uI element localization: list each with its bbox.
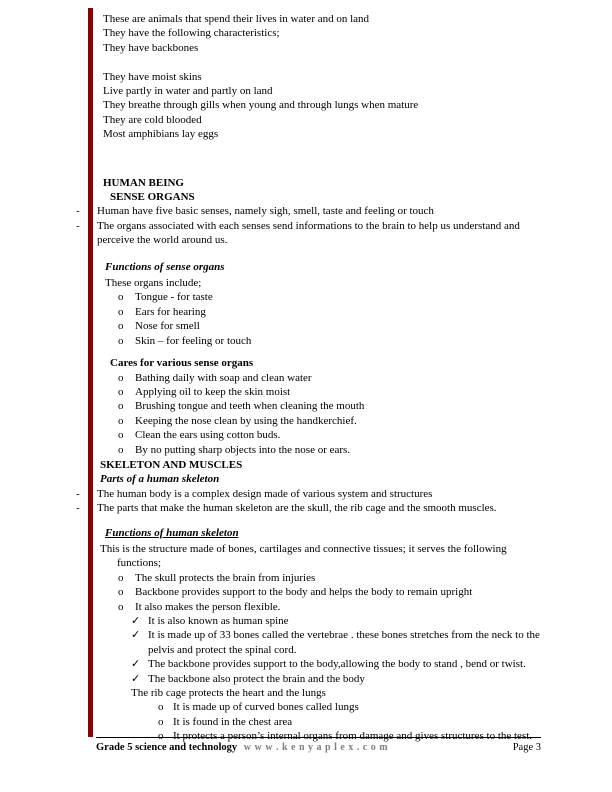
circle-bullet-marker: o — [118, 600, 124, 613]
list-item-text: Tongue - for taste — [135, 291, 213, 304]
list-item-text: Applying oil to keep the skin moist — [135, 385, 291, 398]
text-line: They have moist skins — [103, 70, 202, 83]
list-item-text: Clean the ears using cotton buds. — [135, 429, 281, 442]
list-item-text: Bathing daily with soap and clean water — [135, 371, 312, 384]
check-marker: ✓ — [131, 615, 141, 628]
text-line: They have the following characteristics; — [103, 27, 280, 40]
list-item-text: It protects a person’s internal organs from damage and gives structures to the test. — [173, 730, 533, 743]
page-footer — [96, 737, 541, 755]
list-item — [118, 414, 542, 428]
list-item-text: Human have five basic senses, namely sigh, smell, taste and feeling or touch — [97, 205, 434, 218]
text-line: They are cold blooded — [103, 113, 202, 126]
text-line: They breathe through gills when young and through lungs when mature — [103, 99, 419, 112]
circle-bullet-marker: o — [118, 429, 124, 442]
list-item — [76, 487, 542, 501]
footer-left — [96, 741, 388, 755]
list-item-text: It also makes the person flexible. — [135, 600, 281, 613]
list-item-text: By no putting sharp objects into the nose or ears. — [135, 443, 351, 456]
ribcage-lead: The rib cage protects the heart and the lungs — [131, 687, 326, 700]
text-line: These are animals that spend their lives in water and on land — [103, 13, 370, 25]
sense-organ-list — [118, 290, 542, 348]
list-item — [76, 204, 542, 218]
list-item-text: Skin – for feeling or touch — [135, 334, 252, 347]
list-item-text: It is also known as human spine — [148, 615, 289, 628]
list-item-text: The skull protects the brain from injuries — [135, 571, 316, 584]
circle-bullet-marker: o — [158, 701, 164, 714]
page-content — [76, 12, 542, 744]
functions-skeleton-lead: This is the structure made of bones, cartilages and connective tissues; it serves the following functions; — [100, 542, 507, 570]
circle-bullet-marker: o — [118, 320, 124, 333]
list-item — [158, 700, 542, 714]
check-marker: ✓ — [131, 629, 141, 642]
list-item-text: Brushing tongue and teeth when cleaning the mouth — [135, 400, 365, 413]
sense-dash-list — [76, 204, 542, 247]
text-line: They have backbones — [103, 41, 199, 54]
dash-marker: - — [76, 487, 80, 500]
circle-bullet-marker: o — [118, 305, 124, 318]
circle-bullet-marker: o — [118, 371, 124, 384]
list-item-text: Ears for hearing — [135, 305, 206, 318]
heading-human-being: HUMAN BEING — [103, 176, 184, 189]
list-item-text: Nose for smell — [135, 320, 200, 333]
list-item — [76, 501, 542, 515]
footer-course-title: Grade 5 science and technology — [96, 742, 238, 753]
list-item-text: The backbone provides support to the body,allowing the body to stand , bend or twist. — [148, 658, 526, 671]
list-item — [158, 715, 542, 729]
heading-cares-sense-organs: Cares for various sense organs — [110, 357, 254, 370]
list-item — [118, 428, 542, 442]
list-item — [131, 628, 542, 657]
list-item — [118, 385, 542, 399]
list-item — [131, 614, 542, 628]
left-margin-bar — [88, 8, 93, 737]
circle-bullet-marker: o — [118, 571, 124, 584]
list-item-text: Keeping the nose clean by using the handkerchief. — [135, 414, 357, 427]
circle-bullet-marker: o — [118, 586, 124, 599]
circle-bullet-marker: o — [118, 443, 124, 456]
list-item — [118, 571, 542, 585]
list-item-text: It is made up of curved bones called lungs — [173, 701, 359, 714]
list-item — [118, 585, 542, 599]
list-item — [118, 399, 542, 413]
heading-skeleton-muscles: SKELETON AND MUSCLES — [100, 458, 243, 471]
cares-list — [118, 371, 542, 457]
list-item-text: The parts that make the human skeleton are the skull, the rib cage and the smooth muscles. — [97, 502, 497, 515]
circle-bullet-marker: o — [118, 291, 124, 304]
text-line: Most amphibians lay eggs — [103, 128, 219, 141]
list-item — [131, 657, 542, 671]
heading-parts-skeleton: Parts of a human skeleton — [100, 473, 220, 486]
list-item — [118, 443, 542, 457]
circle-bullet-marker: o — [118, 400, 124, 413]
list-item — [118, 290, 542, 304]
check-marker: ✓ — [131, 672, 141, 685]
list-item — [118, 334, 542, 348]
circle-bullet-marker: o — [118, 414, 124, 427]
list-item-text: The backbone also protect the brain and the body — [148, 672, 365, 685]
footer-page-number: Page 3 — [512, 742, 541, 753]
check-marker: ✓ — [131, 658, 141, 671]
list-item-text: Backbone provides support to the body and helps the body to remain upright — [135, 586, 473, 599]
list-item — [76, 219, 542, 248]
heading-functions-skeleton: Functions of human skeleton — [105, 526, 239, 539]
list-item-text: It is found in the chest area — [173, 715, 293, 728]
list-item — [118, 319, 542, 333]
circle-bullet-marker: o — [118, 334, 124, 347]
dash-marker: - — [76, 219, 80, 232]
circle-bullet-marker: o — [158, 730, 164, 743]
list-item-text: The human body is a complex design made of various system and structures — [97, 487, 433, 500]
text-line: Live partly in water and partly on land — [103, 85, 273, 98]
list-item — [118, 600, 542, 614]
functions-sense-lead: These organs include; — [105, 277, 202, 290]
dash-marker: - — [76, 205, 80, 218]
heading-functions-sense-organs: Functions of sense organs — [105, 260, 225, 273]
footer-website: w w w . k e n y a p l e x . c o m — [243, 742, 389, 753]
backbone-check-list — [131, 614, 542, 686]
dash-marker: - — [76, 502, 80, 515]
circle-bullet-marker: o — [158, 715, 164, 728]
list-item-text: It is made up of 33 bones called the vertebrae . these bones stretches from the neck to the pelvis and protect the spinal cord. — [148, 629, 540, 656]
skeleton-dash-list — [76, 487, 542, 516]
list-item — [118, 371, 542, 385]
list-item — [131, 672, 542, 686]
skeleton-function-list — [118, 571, 542, 614]
list-item — [118, 305, 542, 319]
list-item-text: The organs associated with each senses send informations to the brain to help us understand and perceive the world around us. — [97, 219, 520, 247]
intro-paragraph-2 — [103, 70, 542, 142]
heading-sense-organs: SENSE ORGANS — [110, 191, 195, 204]
intro-paragraph-1 — [103, 12, 542, 55]
circle-bullet-marker: o — [118, 385, 124, 398]
